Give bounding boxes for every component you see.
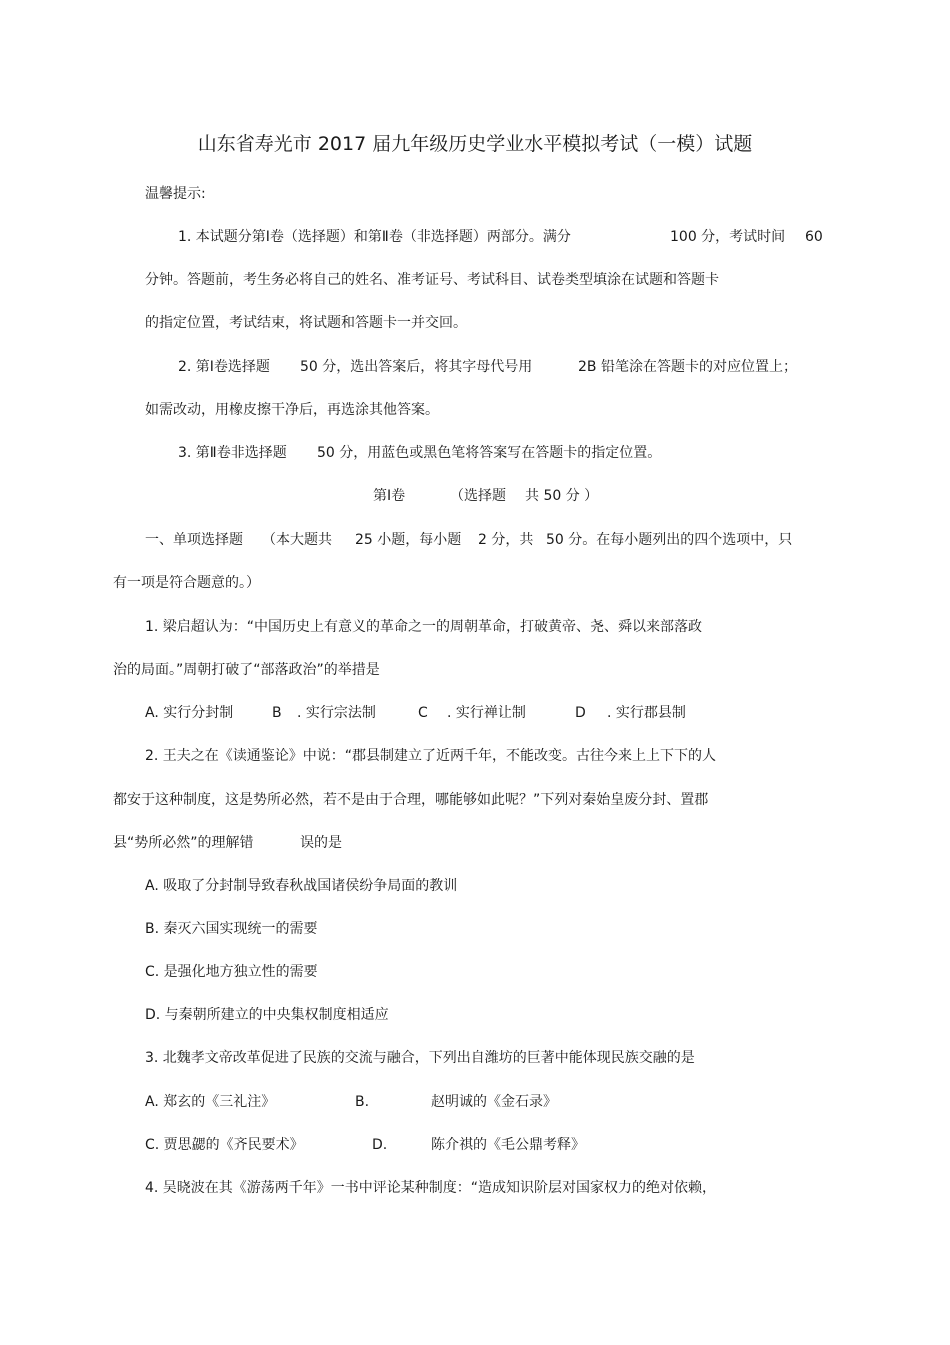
q1-option-d-text: . 实行郡县制 [607,705,686,721]
q3-option-d-text: 陈介祺的《毛公鼎考释》 [431,1137,585,1153]
q1-option-c-text: . 实行禅让制 [447,705,526,721]
note-2-text-a: 2. 第Ⅰ卷选择题 [178,359,270,375]
q1-option-c-letter: C [418,705,428,721]
q3-option-c: C. 贾思勰的《齐民要术》 [145,1137,304,1153]
note-1-text-b: 100 分，考试时间 [670,229,786,245]
note-1-line-2: 分钟。答题前，考生务必将自己的姓名、准考证号、考试科目、试卷类型填涂在试题和答题卡 [145,272,719,288]
q2-stem-line-3b: 误的是 [300,835,342,851]
q1-stem-line-1: 1. 梁启超认为：“中国历史上有意义的革命之一的周朝革命，打破黄帝、尧、舜以来部落政 [145,619,703,635]
q1-option-d-letter: D [575,705,586,721]
q2-stem-line-3a: 县“势所必然”的理解错 [113,835,254,851]
section-title-a: 第Ⅰ卷 [373,488,406,504]
q2-option-a: A. 吸取了分封制导致春秋战国诸侯纷争局面的教训 [145,878,458,894]
q3-option-a: A. 郑玄的《三礼注》 [145,1094,276,1110]
note-1-text-c: 60 [805,229,823,245]
q3-option-b-text: 赵明诚的《金石录》 [431,1094,557,1110]
note-3-text-a: 3. 第Ⅱ卷非选择题 [178,445,287,461]
part1-heading: 一、单项选择题 [145,532,243,548]
q4-stem: 4. 吴晓波在其《游荡两千年》一书中评论某种制度：“造成知识阶层对国家权力的绝对依赖， [145,1180,717,1196]
q1-option-b-text: . 实行宗法制 [297,705,376,721]
q2-option-d: D. 与秦朝所建立的中央集权制度相适应 [145,1007,389,1023]
section-title-c: 共 50 分 ） [525,488,599,504]
q3-option-b-letter: B. [355,1094,370,1110]
q1-option-a: A. 实行分封制 [145,705,234,721]
q1-stem-line-2: 治的局面。”周朝打破了“部落政治”的举措是 [113,662,380,678]
q2-option-b: B. 秦灭六国实现统一的需要 [145,921,318,937]
part1-line-2: 有一项是符合题意的。） [113,575,260,591]
q2-option-c: C. 是强化地方独立性的需要 [145,964,318,980]
note-2-text-c: 2B 铅笔涂在答题卡的对应位置上； [578,359,797,375]
note-1-line-3: 的指定位置，考试结束，将试题和答题卡一并交回。 [145,315,467,331]
note-2-text-b: 50 分，选出答案后，将其字母代号用 [300,359,533,375]
q2-stem-line-1: 2. 王夫之在《读通鉴论》中说：“郡县制建立了近两千年，不能改变。古往今来上上下下的人 [145,748,717,764]
part1-text-c: 25 小题，每小题 [355,532,462,548]
exam-title: 山东省寿光市 2017 届九年级历史学业水平模拟考试（一模）试题 [197,133,753,155]
note-3-text-b: 50 分，用蓝色或黑色笔将答案写在答题卡的指定位置。 [317,445,662,461]
part1-text-b: （本大题共 [262,532,332,548]
q2-stem-line-2: 都安于这种制度，这是势所必然，若不是由于合理，哪能够如此呢？”下列对秦始皇废分封、置郡 [113,792,709,808]
part1-text-d: 2 分，共 [478,532,534,548]
note-1-text-a: 1. 本试题分第Ⅰ卷（选择题）和第Ⅱ卷（非选择题）两部分。满分 [178,229,571,245]
part1-text-e: 50 分。在每小题列出的四个选项中，只 [546,532,793,548]
q1-option-b-letter: B [272,705,282,721]
q3-option-d-letter: D. [372,1137,388,1153]
tip-heading: 温馨提示: [145,186,206,202]
q3-stem: 3. 北魏孝文帝改革促进了民族的交流与融合，下列出自潍坊的巨著中能体现民族交融的是 [145,1050,695,1066]
note-2-line-2: 如需改动，用橡皮擦干净后，再选涂其他答案。 [145,402,439,418]
section-title-b: （选择题 [450,488,506,504]
